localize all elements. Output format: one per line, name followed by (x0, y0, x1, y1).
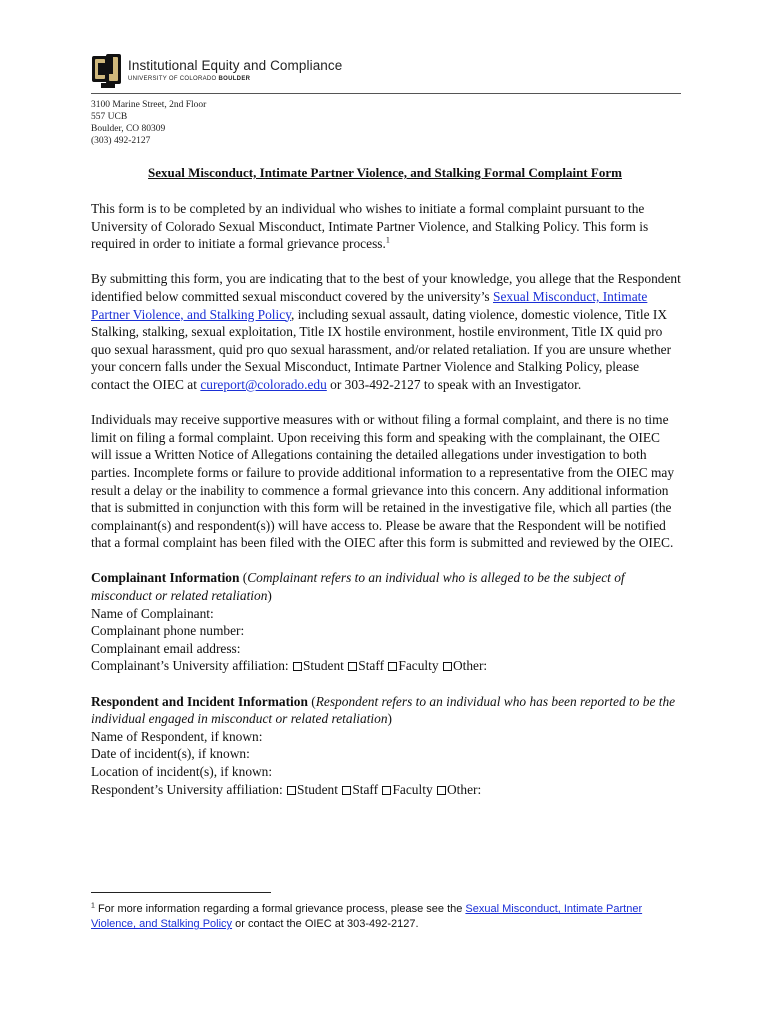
respondent-note: Respondent refers to an individual who has been reported to be the individual engaged in misconduct or related retaliation (91, 693, 676, 727)
respondent-faculty-checkbox[interactable] (382, 786, 391, 795)
respondent-heading: Respondent and Incident Information (91, 693, 308, 709)
respondent-student-checkbox[interactable] (287, 786, 296, 795)
campus-label: BOULDER (218, 76, 251, 82)
complainant-staff-label: Staff (358, 658, 385, 674)
footnote-ref[interactable]: 1 (385, 235, 390, 245)
respondent-student-label: Student (297, 781, 338, 797)
footnote-text-2: or contact the OIEC at 303-492-2127. (232, 918, 419, 930)
complainant-faculty-checkbox[interactable] (388, 662, 397, 671)
header-divider (91, 93, 681, 94)
complainant-affiliation-label: Complainant’s University affiliation: (91, 658, 289, 674)
submission-text-3: or 303-492-2127 to speak with an Investigator. (326, 376, 582, 392)
respondent-staff-checkbox[interactable] (342, 786, 351, 795)
complainant-name-field[interactable]: Name of Complainant: (91, 605, 214, 621)
footnote-divider (91, 892, 271, 893)
submission-paragraph (91, 270, 681, 393)
policy-link[interactable]: Sexual Misconduct, Intimate Partner Violence, and Stalking Policy (91, 288, 648, 322)
respondent-affiliation (91, 781, 681, 799)
complainant-student-checkbox[interactable] (293, 662, 302, 671)
cu-logo-icon (91, 53, 123, 89)
respondent-staff-label: Staff (352, 781, 379, 797)
page-header (91, 53, 681, 93)
footnote-number: 1 (91, 902, 95, 910)
complainant-phone-field[interactable]: Complainant phone number: (91, 623, 245, 639)
footnote (91, 902, 686, 932)
complainant-other-checkbox[interactable] (443, 662, 452, 671)
supportive-paragraph: Individuals may receive supportive measures with or without filing a formal complaint, and there is no time limit on filing a formal complaint. Upon receiving this form and speaking with the complainant, the OIEC will issue a Written Notice of Allegations containing the detailed allegations under investigation to both parties. Incomplete forms or failure to provide additional information to a representative from the OIEC may result a delay or the inability to commence a formal grievance into this concern. Any additional information that is submitted in conjunction with this form will be retained in the investigative file, which all parties (the complainant(s) and respondent(s)) will have access to. Please be aware that the Respondent will be notified that a formal complaint has been filed with the OIEC after this form is submitted and reviewed by the OIEC. (91, 412, 675, 551)
complainant-student-label: Student (302, 658, 344, 674)
respondent-other-checkbox[interactable] (437, 786, 446, 795)
complainant-note: Complainant refers to an individual who is alleged to be the subject of misconduct or related retaliation (91, 570, 625, 604)
respondent-other-label: Other: (447, 781, 482, 797)
respondent-faculty-label: Faculty (392, 781, 433, 797)
document-body (91, 200, 681, 798)
address-ucb: 557 UCB (91, 112, 128, 122)
complainant-other-label: Other: (452, 658, 488, 674)
address-street: 3100 Marine Street, 2nd Floor (91, 100, 207, 110)
org-name: Institutional Equity and Compliance (128, 58, 343, 73)
respondent-heading-line: Respondent and Incident Information (Respondent refers to an individual who has been reported to be the individual engaged in misconduct or related retaliation) (91, 693, 676, 727)
address-city: Boulder, CO 80309 (91, 124, 166, 134)
submission-text-2: , including sexual assault, dating violence, domestic violence, Title IX Stalking, stalking, sexual exploitation, Title IX hostile environment, hostile environment, Title IX quid pro quo sexual harassment, quid pro quo sexual harassment, and/or related retaliation. If you are unsure whether your concern falls under the Sexual Misconduct, Intimate Partner Violence and Stalking Policy, please contact the OIEC at (91, 306, 672, 392)
intro-text: This form is to be completed by an individual who wishes to initiate a formal complaint pursuant to the University of Colorado Sexual Misconduct, Intimate Partner Violence, and Stalking Policy. This form is required in order to initiate a formal grievance process. (91, 201, 649, 252)
complainant-section (91, 569, 681, 675)
page-title: Sexual Misconduct, Intimate Partner Violence, and Stalking Formal Complaint Form (148, 165, 622, 180)
university-name (128, 76, 250, 82)
intro-paragraph (91, 200, 681, 253)
footnote-policy-link[interactable]: Sexual Misconduct, Intimate Partner Violence, and Stalking Policy (91, 903, 643, 930)
address-phone: (303) 492-2127 (91, 136, 151, 146)
email-link[interactable]: cureport@colorado.edu (200, 376, 327, 392)
complainant-email-field[interactable]: Complainant email address: (91, 640, 241, 656)
respondent-section (91, 693, 681, 799)
complainant-heading-line: Complainant Information (Complainant refers to an individual who is alleged to be the subject of misconduct or related retaliation) (91, 570, 625, 604)
university-label: UNIVERSITY OF COLORADO (128, 76, 217, 82)
respondent-affiliation-label: Respondent’s University affiliation: (91, 781, 283, 797)
complainant-affiliation (91, 657, 681, 675)
incident-date-field[interactable]: Date of incident(s), if known: (91, 746, 250, 762)
incident-location-field[interactable]: Location of incident(s), if known: (91, 764, 273, 779)
complainant-heading: Complainant Information (91, 570, 240, 586)
complainant-faculty-label: Faculty (398, 658, 439, 674)
submission-text-1: By submitting this form, you are indicating that to the best of your knowledge, you allege that the Respondent identified below committed sexual misconduct covered by the university’s (91, 271, 681, 304)
address-block (91, 99, 206, 147)
complainant-staff-checkbox[interactable] (348, 662, 357, 671)
footnote-text-1: For more information regarding a formal grievance process, please see the (94, 903, 466, 915)
respondent-name-field[interactable]: Name of Respondent, if known: (91, 728, 263, 744)
